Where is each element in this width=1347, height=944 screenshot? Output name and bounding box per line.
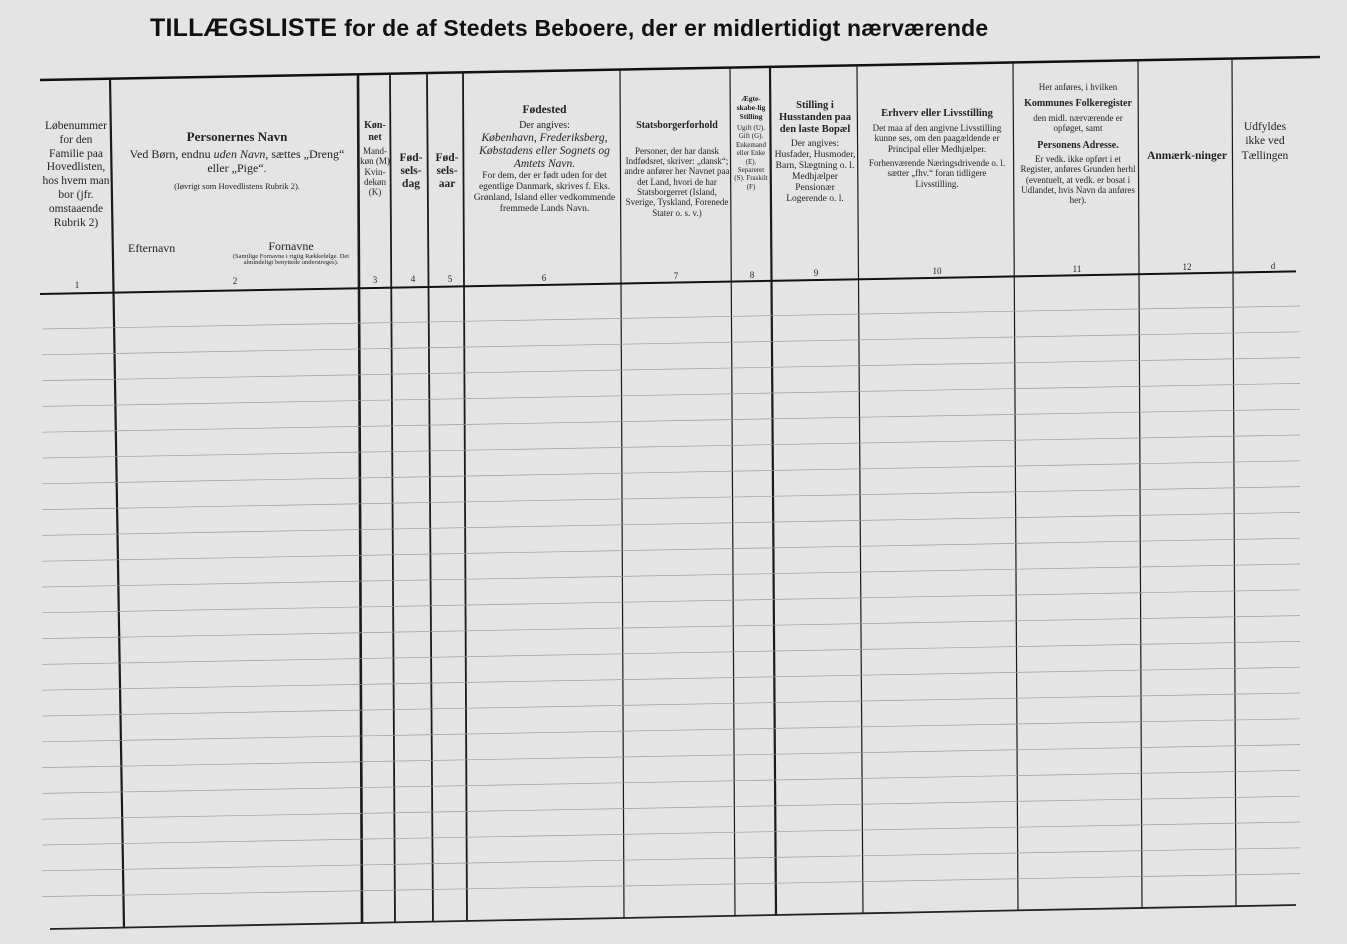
column-divider — [390, 74, 395, 923]
column-divider — [1232, 59, 1236, 907]
column-9-header — [774, 100, 856, 205]
column-4-title: Fød-sels-dag — [399, 152, 423, 191]
column-number-5: 5 — [447, 274, 453, 284]
row-rule — [42, 512, 1300, 535]
column-3-header — [360, 120, 390, 198]
column-2-note: (Iøvrigt som Hovedlistens Rubrik 2). — [174, 180, 300, 191]
column-number-6: 6 — [541, 273, 547, 283]
column-number-7: 7 — [673, 271, 679, 281]
column-2-desc — [130, 147, 345, 175]
column-10-title: Erhverv eller Livsstilling — [881, 108, 993, 119]
column-6-text3: For dem, der er født uden for det egentlige Danmark, skrives f. Eks. Grønland, Island eller vedkommende fremmede Lands Navn. — [473, 171, 616, 215]
column-d-text: Udfyldes ikke ved Tællingen — [1241, 121, 1289, 162]
column-2-desc-italic: uden Navn — [213, 146, 266, 161]
bottom-rule — [50, 905, 1296, 929]
column-3-title: Køn-net — [364, 120, 386, 143]
row-rule — [42, 693, 1300, 716]
row-rule — [42, 616, 1300, 639]
column-11-title2: Personens Adresse. — [1037, 139, 1119, 151]
column-2-sub-efternavn — [128, 242, 198, 256]
column-divider — [427, 73, 433, 922]
column-number-d: d — [1270, 261, 1276, 271]
column-divider — [730, 68, 735, 917]
column-5-header — [432, 152, 462, 195]
column-2-desc-pre: Ved Børn, endnu — [129, 146, 214, 161]
row-rule — [42, 332, 1300, 355]
row-rule — [42, 667, 1300, 690]
column-6-text2: København, Frederiksberg, Købstadens eller Sognets og Amtets Navn. — [479, 131, 610, 171]
row-rule — [42, 848, 1300, 871]
column-10-header — [868, 108, 1006, 189]
row-rule — [42, 745, 1300, 768]
row-rule — [42, 409, 1300, 432]
column-1-header — [42, 120, 110, 230]
column-7-title: Statsborgerforhold — [636, 120, 718, 131]
efternavn-label: Efternavn — [128, 241, 176, 255]
column-11-text2: Er vedk. ikke opført i et Register, anføres Grunden herhl (eventuelt, at vedk. er bosat i Udlandet, hvis Navn da anføres her). — [1020, 154, 1136, 206]
column-11-text1: den midl. nærværende er opføget, samt — [1033, 112, 1123, 134]
row-rule — [42, 770, 1300, 793]
title-rest: for de af Stedets Beboere, der er midlertidigt nærværende — [344, 15, 989, 41]
column-2-header — [122, 130, 352, 191]
row-rule — [42, 590, 1300, 613]
column-2-desc-post: , sættes „Dreng“ eller „Pige“. — [207, 146, 345, 175]
row-rule — [42, 487, 1300, 510]
top-rule — [40, 57, 1320, 80]
column-8-header — [734, 94, 768, 191]
column-6-text1: Der angives: — [519, 120, 570, 132]
row-rule — [42, 538, 1300, 561]
column-11-title: Kommunes Folkeregister — [1024, 98, 1132, 110]
column-3-text: Mand-køn (M) Kvin-dekøn (K) — [360, 146, 390, 198]
fornavne-label: Fornavne — [268, 239, 314, 253]
fornavne-note: (Samtlige Fornavne i rigtig Rækkefølge. Det almindeligt benyttede understreges). — [232, 252, 350, 267]
column-divider — [358, 74, 362, 923]
column-6-title: Fødested — [522, 104, 567, 116]
row-rule — [42, 874, 1300, 897]
row-rule — [42, 461, 1300, 484]
row-rule — [42, 796, 1300, 819]
column-number-2: 2 — [232, 276, 238, 286]
column-number-3: 3 — [372, 275, 378, 285]
column-number-12: 12 — [1182, 262, 1192, 272]
column-number-8: 8 — [749, 270, 755, 280]
column-number-10: 10 — [932, 266, 942, 276]
row-rule — [42, 383, 1300, 406]
column-7-text: Personer, der har dansk Indfødsret, skriver: „dansk“; andre anfører her Navnet paa det Land, hvori de har Statsborgerret (Island, Sverige, Tyskland, Forenede Stater o. s. v.) — [624, 145, 730, 218]
column-2-title: Personernes Navn — [186, 129, 288, 144]
row-rule — [42, 641, 1300, 664]
column-divider — [1138, 60, 1142, 908]
column-11-text0: Her anføres, i hvilken — [1038, 82, 1118, 92]
column-d-header — [1240, 120, 1290, 163]
column-2-sub-fornavne — [230, 240, 352, 267]
title-lead: TILLÆGSLISTE — [150, 14, 338, 42]
row-rule — [42, 435, 1300, 458]
column-number-1: 1 — [74, 280, 80, 290]
column-7-header — [624, 120, 730, 218]
column-11-header — [1018, 82, 1138, 206]
column-number-11: 11 — [1072, 264, 1082, 274]
column-number-9: 9 — [813, 268, 819, 278]
page-title — [150, 14, 988, 43]
column-9-text: Der angives: Husfader, Husmoder, Barn, Slægtning o. l. Medhjælper Pensionær Logerende o. l. — [774, 139, 856, 204]
row-rule — [42, 719, 1300, 742]
column-divider — [463, 72, 467, 921]
column-6-header — [472, 104, 617, 215]
column-divider — [110, 79, 124, 929]
column-8-title: Ægte-skabe-lig Stilling — [736, 94, 766, 121]
column-12-header — [1142, 150, 1232, 166]
column-9-title: Stilling i Husstanden paa den laste Bopæl — [778, 100, 852, 136]
column-12-title: Anmærk-ninger — [1147, 150, 1227, 162]
column-10-text1: Det maa af den angivne Livsstilling kunne ses, om den paagældende er Principal eller Medhjælper. — [872, 123, 1002, 154]
row-rule — [42, 306, 1300, 329]
column-1-text: Løbenummer for den Familie paa Hovedlisten, hos hvem man bor (jfr. omstaaende Rubrik 2) — [42, 120, 110, 229]
column-5-title: Fød-sels-aar — [435, 152, 459, 191]
column-4-header — [394, 152, 428, 195]
column-10-text2: Forhenværende Næringsdrivende o. l. sætter „fhv.“ foran tidligere Livsstilling. — [868, 158, 1006, 189]
column-8-text: Ugift (U). Gift (G). Enkemand eller Enke (E). Separeret (S). Fraskilt (F) — [734, 124, 768, 191]
column-number-4: 4 — [410, 274, 416, 284]
row-rule — [42, 822, 1300, 845]
row-rule — [42, 564, 1300, 587]
row-rule — [42, 358, 1300, 381]
column-divider — [857, 65, 863, 913]
